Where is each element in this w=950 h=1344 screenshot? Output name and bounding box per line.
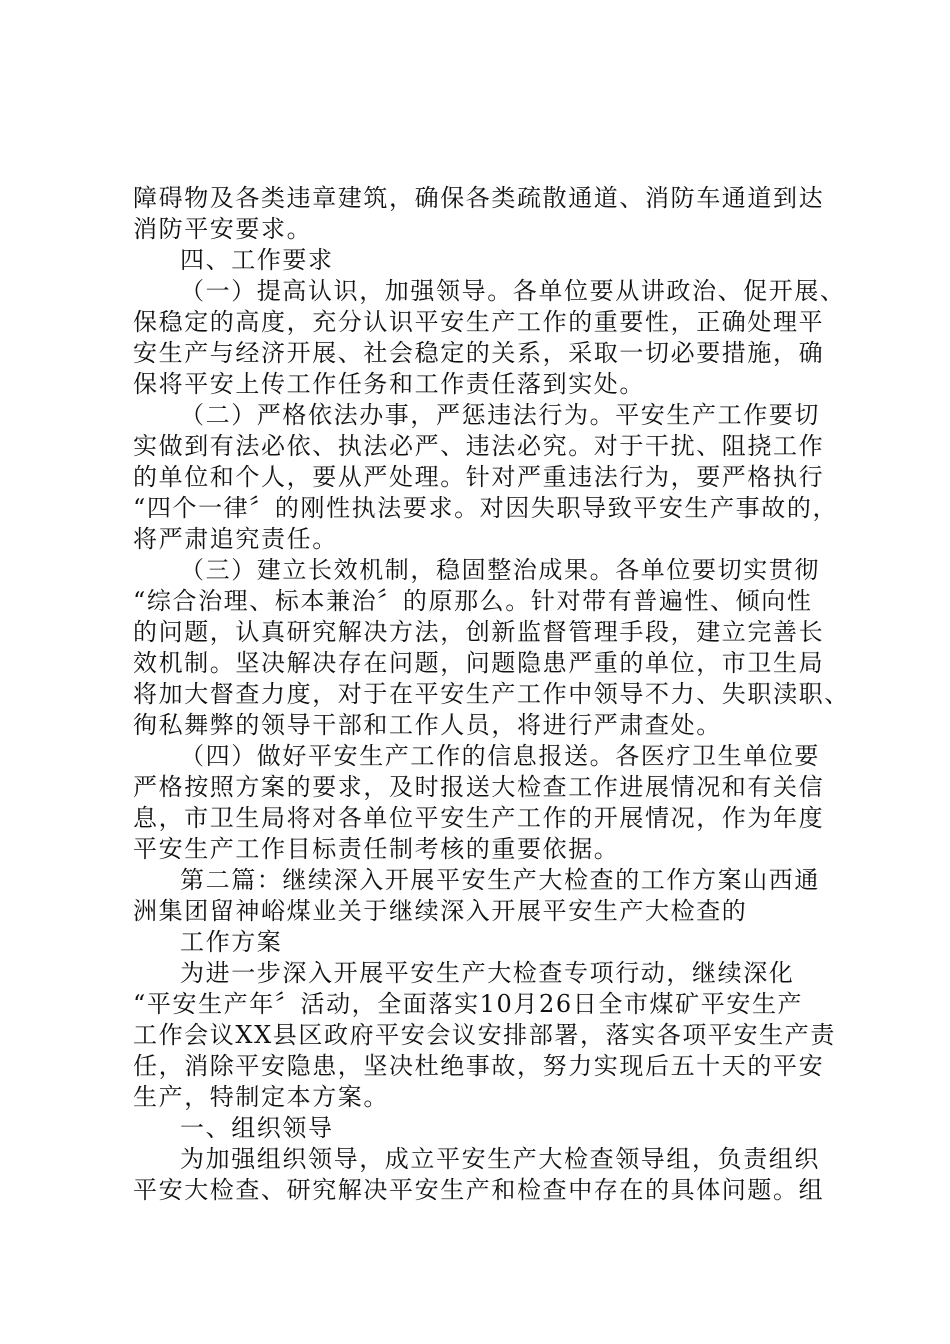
text-line: （二）严格依法办事，严惩违法行为。平安生产工作要切: [180, 401, 820, 429]
text-line: 平安大检查、研究解决平安生产和检查中存在的具体问题。组: [133, 1176, 825, 1204]
text-line: 实做到有法必依、执法必严、违法必究。对于干扰、阻挠工作: [133, 432, 825, 460]
text-line: 为加强组织领导，成立平安生产大检查领导组，负责组织: [180, 1145, 820, 1173]
text-line: 严格按照方案的要求，及时报送大检查工作进展情况和有关信: [133, 773, 825, 801]
chapter-title: 洲集团留神峪煤业关于继续深入开展平安生产大检查的: [133, 897, 748, 925]
text-line: 安生产与经济开展、社会稳定的关系，采取一切必要措施，确: [133, 339, 825, 367]
text-line: 息，市卫生局将对各单位平安生产工作的开展情况，作为年度: [133, 804, 825, 832]
text-line: 为进一步深入开展平安生产大检查专项行动，继续深化: [180, 959, 795, 987]
text-line: 平安生产工作目标责任制考核的重要依据。: [133, 835, 620, 863]
text-line: “四个一律〞的刚性执法要求。对因失职导致平安生产事故的，: [133, 494, 839, 522]
text-line: “综合治理、标本兼治〞的原那么。针对带有普遍性、倾向性: [133, 587, 813, 615]
text-line: （三）建立长效机制，稳固整治成果。各单位要切实贯彻: [180, 556, 820, 584]
text-line: 的单位和个人，要从严处理。针对严重违法行为，要严格执行: [133, 463, 825, 491]
text-line: 保将平安上传工作任务和工作责任落到实处。: [133, 370, 645, 398]
text-line: 的问题，认真研究解决方法，创新监督管理手段，建立完善长: [133, 618, 825, 646]
text-line: （一）提高认识，加强领导。各单位要从讲政治、促开展、: [180, 277, 846, 305]
text-line: 将严肃追究责任。: [133, 525, 338, 553]
section-heading: 一、组织领导: [180, 1114, 334, 1142]
text-line: 将加大督查力度，对于在平安生产工作中领导不力、失职渎职、: [133, 680, 850, 708]
text-line: 徇私舞弊的领导干部和工作人员，将进行严肃查处。: [133, 711, 722, 739]
chapter-title: 第二篇：继续深入开展平安生产大检查的工作方案山西通: [180, 866, 820, 894]
chapter-title: 工作方案: [180, 928, 283, 956]
section-heading: 四、工作要求: [180, 246, 334, 274]
text-line: 生产，特制定本方案。: [133, 1083, 389, 1111]
text-line: 消防平安要求。: [133, 215, 313, 243]
text-line: “平安生产年〞活动，全面落实10月26日全市煤矿平安生产: [133, 990, 804, 1018]
text-line: （四）做好平安生产工作的信息报送。各医疗卫生单位要: [180, 742, 820, 770]
text-line: 任，消除平安隐患，坚决杜绝事故，努力实现后五十天的平安: [133, 1052, 825, 1080]
text-line: 工作会议XX县区政府平安会议安排部署，落实各项平安生产责: [133, 1021, 836, 1049]
text-line: 保稳定的高度，充分认识平安生产工作的重要性，正确处理平: [133, 308, 825, 336]
text-line: 障碍物及各类违章建筑，确保各类疏散通道、消防车通道到达: [133, 184, 825, 212]
text-line: 效机制。坚决解决存在问题，问题隐患严重的单位，市卫生局: [133, 649, 825, 677]
